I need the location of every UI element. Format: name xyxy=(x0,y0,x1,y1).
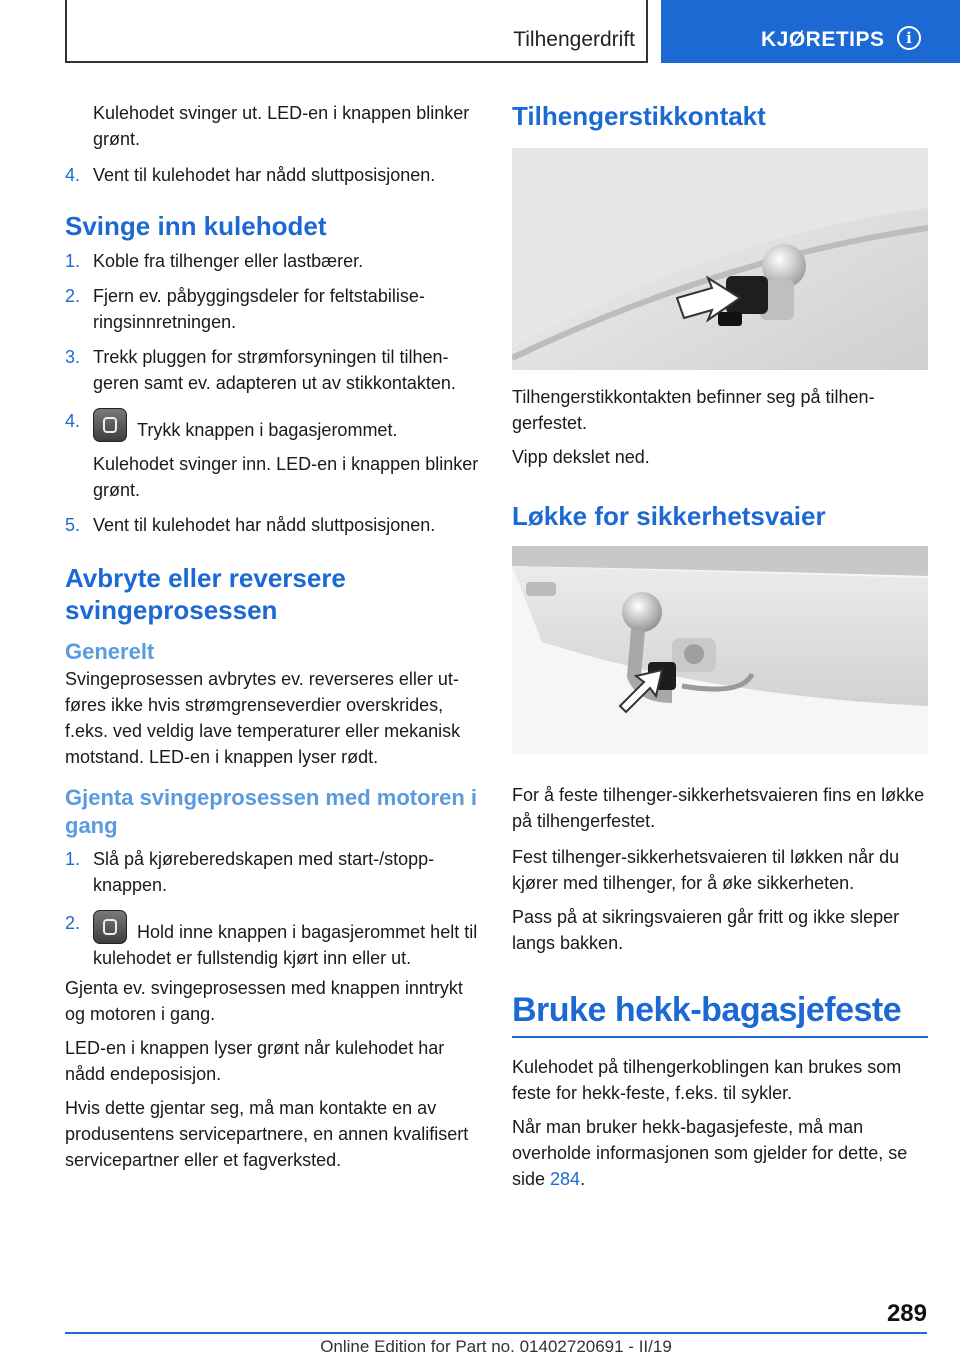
paragraph: Tilhengerstikkontakten befinner seg på tilhengerfestet. xyxy=(512,387,875,433)
general-heading: Generelt xyxy=(65,639,155,664)
paragraph: LED-en i knappen lyser grønt når kulehodet har nådd endeposisjon. xyxy=(65,1038,445,1084)
list-number: 3. xyxy=(65,347,81,367)
paragraph-text: Når man bruker hekk-bagasjefeste, må man overholde informasjonen som gjelder for dette, se side xyxy=(512,1117,908,1189)
list-text: Trykk knappen i bagasjerommet. xyxy=(137,420,398,440)
paragraph xyxy=(512,1114,928,1192)
list-number: 4. xyxy=(65,411,81,431)
list-item xyxy=(65,910,479,971)
list-item xyxy=(65,512,479,538)
list-item xyxy=(65,283,479,335)
trailer-hitch-button-icon xyxy=(93,408,127,442)
paragraph-text: . xyxy=(580,1169,586,1189)
socket-heading: Tilhengerstikkontakt xyxy=(512,101,766,131)
step-followup: Kulehodet svinger inn. LED-en i knappen blinker grønt. xyxy=(93,454,479,500)
page-number: 289 xyxy=(886,1300,927,1327)
section-title: Tilhengerdrift xyxy=(513,28,635,51)
trailer-socket-image xyxy=(512,148,928,370)
chapter-label: KJØRETIPS xyxy=(761,28,885,51)
swing-in-heading: Svinge inn kulehodet xyxy=(65,211,327,241)
paragraph: Kulehodet på tilhengerkoblingen kan brukes som feste for hekk-feste, f.eks. til sykler. xyxy=(512,1057,902,1103)
info-icon[interactable]: i xyxy=(897,26,921,50)
intro-continuation: Kulehodet svinger ut. LED-en i knappen blinker grønt. xyxy=(93,103,470,149)
footer-divider xyxy=(65,1332,927,1334)
loop-heading: Løkke for sikkerhetsvaier xyxy=(512,501,826,531)
trailer-hitch-button-icon xyxy=(93,910,127,944)
list-number: 2. xyxy=(65,286,81,306)
page-reference-link[interactable]: 284 xyxy=(550,1169,581,1189)
list-number: 2. xyxy=(65,913,81,933)
list-text: Vent til kulehodet har nådd sluttposisjonen. xyxy=(93,515,436,535)
list-text: Hold inne knappen i bagasjerommet helt til kulehodet er fullstendig kjørt inn eller ut. xyxy=(93,922,478,968)
left-column xyxy=(65,100,479,1173)
list-text: Vent til kulehodet har nådd sluttposisjonen. xyxy=(93,165,436,185)
list-number: 5. xyxy=(65,515,81,535)
list-text: Trekk pluggen for strømforsyningen til tilhengeren samt ev. adapteren ut av stikkontakten. xyxy=(93,347,456,393)
paragraph: Gjenta ev. svingeprosessen med knappen inntrykt og motoren i gang. xyxy=(65,978,463,1024)
list-number: 1. xyxy=(65,251,81,271)
chapter-tab[interactable] xyxy=(661,0,960,63)
list-item xyxy=(65,162,479,188)
list-item xyxy=(65,846,479,898)
repeat-heading: Gjenta svingeprosessen med motoren i gang xyxy=(65,785,478,838)
list-number: 4. xyxy=(65,165,81,185)
general-text: Svingeprosessen avbrytes ev. reverseres eller utføres ikke hvis strømgrenseverdier overskrides, f.eks. ved veldig lave temperaturer eller mekanisk motstand. LED-en i knappen lyser rødt. xyxy=(65,669,461,767)
edition-info: Online Edition for Part no. 01402720691 - II/19 xyxy=(320,1337,672,1356)
safety-cable-loop-image xyxy=(512,546,928,754)
list-text: Koble fra tilhenger eller lastbærer. xyxy=(93,251,364,271)
paragraph: Pass på at sikringsvaieren går fritt og ikke sleper langs bakken. xyxy=(512,907,900,953)
paragraph: For å feste tilhenger-sikkerhetsvaieren fins en løkke på tilhengerfestet. xyxy=(512,785,925,831)
rack-heading: Bruke hekk-bagasjefeste xyxy=(512,988,928,1038)
paragraph: Vipp dekslet ned. xyxy=(512,447,650,467)
paragraph: Fest tilhenger-sikkerhetsvaieren til løkken når du kjører med tilhenger, for å øke sikkerheten. xyxy=(512,847,900,893)
list-item xyxy=(65,408,479,443)
list-item xyxy=(65,248,479,274)
list-text: Fjern ev. påbyggingsdeler for feltstabiliseringsinnretningen. xyxy=(93,286,425,332)
list-text: Slå på kjøreberedskapen med start-/stopp-knappen. xyxy=(93,849,435,895)
abort-heading: Avbryte eller reversere svingeprosessen xyxy=(65,563,346,625)
paragraph: Hvis dette gjentar seg, må man kontakte en av produsentens servicepartnere, en annen kvalifisert servicepartner eller et fagverksted. xyxy=(65,1098,469,1170)
list-number: 1. xyxy=(65,849,81,869)
list-item xyxy=(65,344,479,396)
right-column xyxy=(512,100,928,1192)
